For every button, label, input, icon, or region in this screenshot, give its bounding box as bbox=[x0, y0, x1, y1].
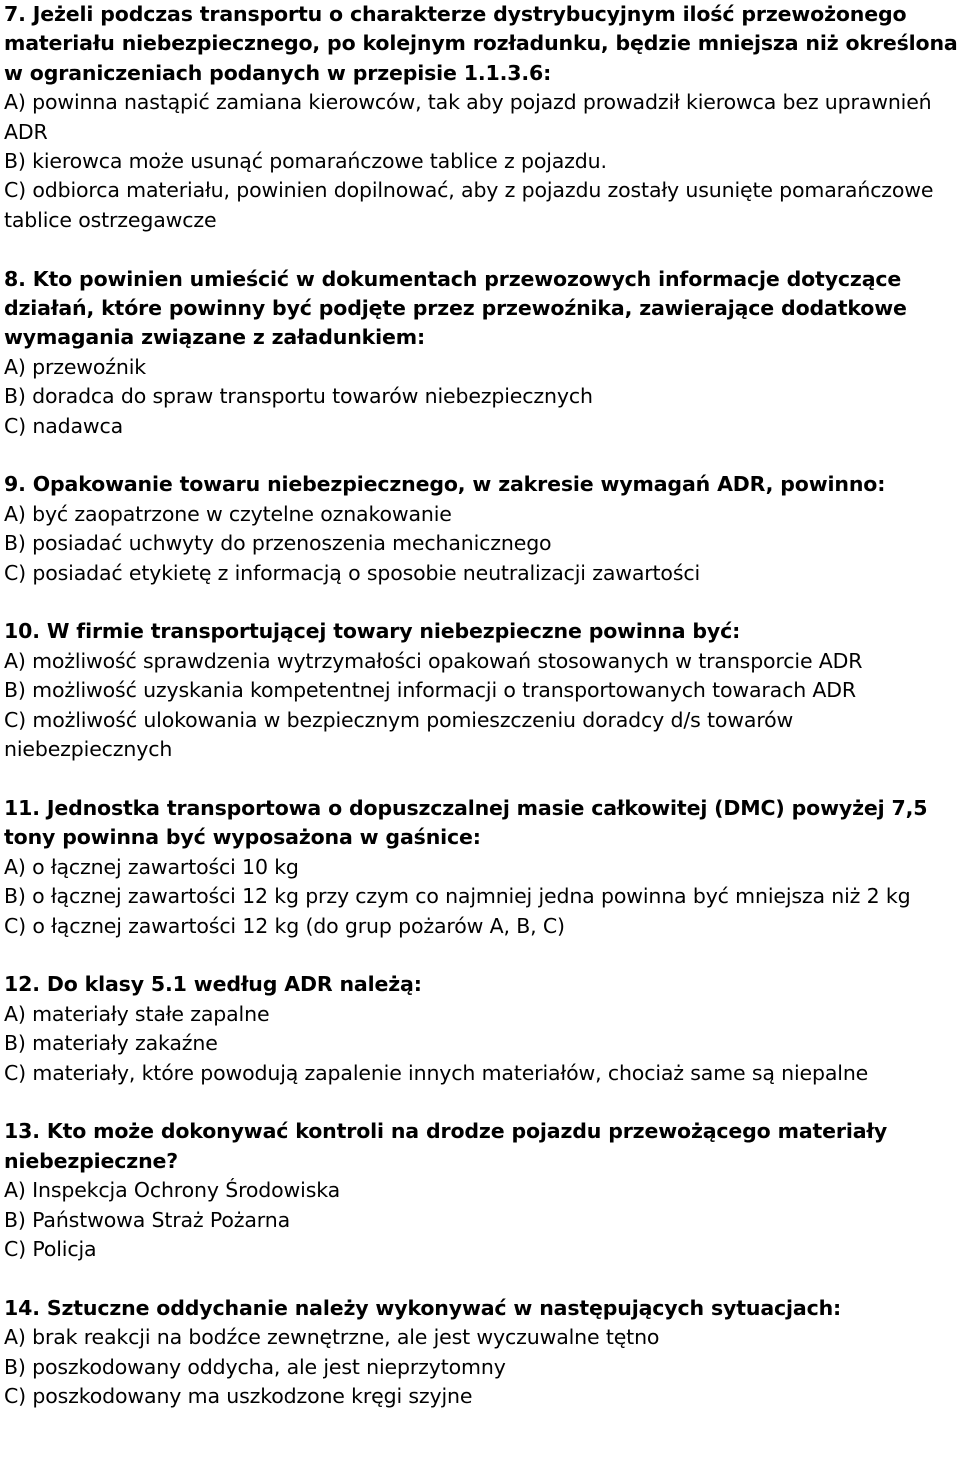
answer-a: A) o łącznej zawartości 10 kg bbox=[4, 854, 299, 879]
answer-b: B) o łącznej zawartości 12 kg przy czym co najmniej jedna powinna być mniejsza niż 2 kg bbox=[4, 884, 911, 909]
spacer bbox=[4, 1088, 960, 1117]
answer-c: C) odbiorca materiału, powinien dopilnować, aby z pojazdu zostały usunięte pomarańczowe tablice ostrzegawcze bbox=[4, 178, 934, 232]
question-text: 13. Kto może dokonywać kontroli na drodze pojazdu przewożącego materiały niebezpieczne? bbox=[4, 1119, 888, 1173]
answer-a: A) materiały stałe zapalne bbox=[4, 1001, 270, 1026]
answer-a: A) przewoźnik bbox=[4, 354, 147, 379]
answer-b: B) materiały zakaźne bbox=[4, 1031, 218, 1056]
spacer bbox=[4, 941, 960, 970]
spacer bbox=[4, 235, 960, 264]
question-8 bbox=[4, 265, 960, 441]
answer-c: C) o łącznej zawartości 12 kg (do grup pożarów A, B, C) bbox=[4, 913, 565, 938]
question-text: 10. W firmie transportującej towary niebezpieczne powinna być: bbox=[4, 619, 741, 644]
answer-c: C) nadawca bbox=[4, 413, 124, 438]
question-14 bbox=[4, 1294, 960, 1412]
question-text: 8. Kto powinien umieścić w dokumentach przewozowych informacje dotyczące działań, które powinny być podjęte przez przewoźnika, zawierające dodatkowe wymagania związane z załadunkiem: bbox=[4, 266, 907, 350]
question-text: 7. Jeżeli podczas transportu o charakterze dystrybucyjnym ilość przewożonego materiału niebezpiecznego, po kolejnym rozładunku, będzie mniejsza niż określona w ograniczeniach podanych w przepisie 1.1.3.6: bbox=[4, 2, 958, 85]
spacer bbox=[4, 588, 960, 617]
answer-c: C) poszkodowany ma uszkodzone kręgi szyjne bbox=[4, 1383, 473, 1408]
answer-b: B) doradca do spraw transportu towarów niebezpiecznych bbox=[4, 384, 593, 409]
question-9 bbox=[4, 470, 960, 588]
answer-c: C) Policja bbox=[4, 1236, 97, 1261]
question-text: 11. Jednostka transportowa o dopuszczalnej masie całkowitej (DMC) powyżej 7,5 tony powinna być wyposażona w gaśnice: bbox=[4, 795, 928, 850]
question-12 bbox=[4, 970, 960, 1088]
spacer bbox=[4, 1264, 960, 1293]
question-10 bbox=[4, 617, 960, 764]
answer-b: B) możliwość uzyskania kompetentnej informacji o transportowanych towarach ADR bbox=[4, 678, 857, 703]
answer-b: B) kierowca może usunąć pomarańczowe tablice z pojazdu. bbox=[4, 149, 607, 174]
answer-a: A) brak reakcji na bodźce zewnętrzne, ale jest wyczuwalne tętno bbox=[4, 1325, 660, 1350]
answer-a: A) być zaopatrzone w czytelne oznakowanie bbox=[4, 501, 452, 526]
answer-b: B) Państwowa Straż Pożarna bbox=[4, 1207, 290, 1232]
answer-a: A) możliwość sprawdzenia wytrzymałości opakowań stosowanych w transporcie ADR bbox=[4, 648, 863, 673]
answer-c: C) posiadać etykietę z informacją o sposobie neutralizacji zawartości bbox=[4, 560, 701, 585]
question-text: 12. Do klasy 5.1 według ADR należą: bbox=[4, 972, 422, 997]
answer-c: C) możliwość ulokowania w bezpiecznym pomieszczeniu doradcy d/s towarów niebezpiecznych bbox=[4, 707, 794, 762]
question-11 bbox=[4, 794, 960, 941]
question-13 bbox=[4, 1117, 960, 1264]
spacer bbox=[4, 765, 960, 794]
answer-b: B) poszkodowany oddycha, ale jest nieprzytomny bbox=[4, 1354, 506, 1379]
answer-c: C) materiały, które powodują zapalenie innych materiałów, chociaż same są niepalne bbox=[4, 1060, 869, 1085]
question-text: 9. Opakowanie towaru niebezpiecznego, w zakresie wymagań ADR, powinno: bbox=[4, 472, 886, 497]
answer-a: A) powinna nastąpić zamiana kierowców, tak aby pojazd prowadził kierowca bez uprawnień ADR bbox=[4, 90, 932, 144]
answer-a: A) Inspekcja Ochrony Środowiska bbox=[4, 1178, 341, 1203]
question-7 bbox=[4, 0, 960, 235]
answer-b: B) posiadać uchwyty do przenoszenia mechanicznego bbox=[4, 531, 552, 556]
question-text: 14. Sztuczne oddychanie należy wykonywać w następujących sytuacjach: bbox=[4, 1295, 842, 1320]
spacer bbox=[4, 441, 960, 470]
